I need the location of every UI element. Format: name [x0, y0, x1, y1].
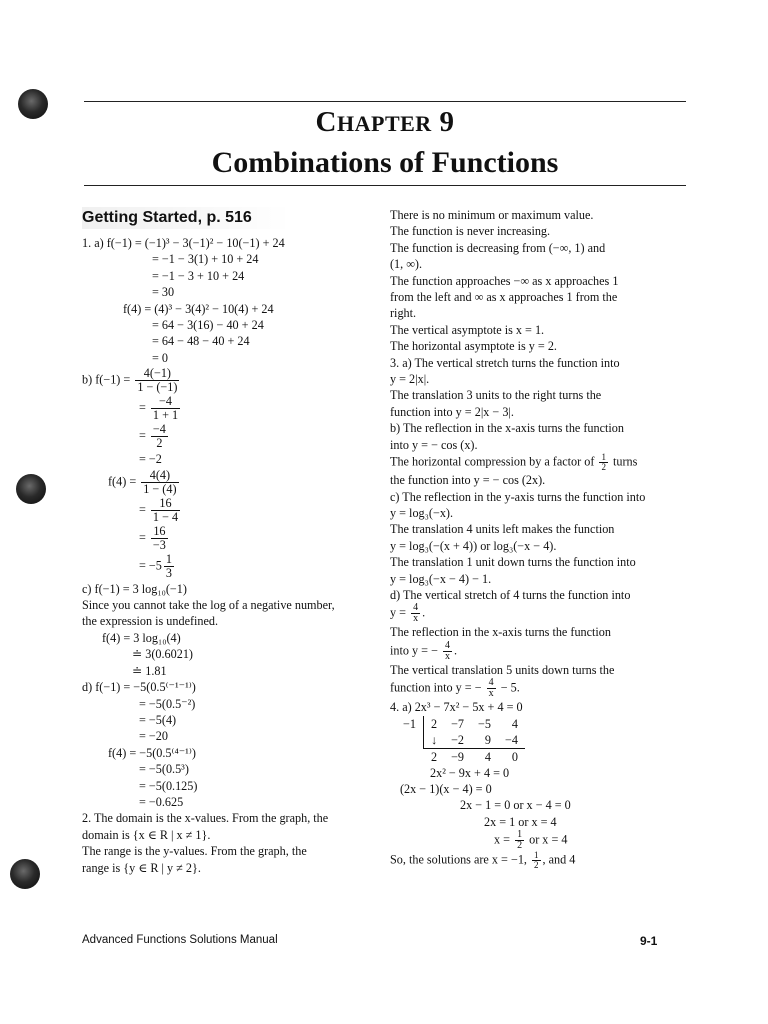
body-line: The translation 3 units to the right turns the [390, 388, 602, 403]
body-line: c) The reflection in the y-axis turns the function into [390, 489, 646, 504]
p1d-line: = −5(0.125) [139, 778, 198, 793]
body-line: y = 2|x|. [390, 372, 430, 387]
synth-cell: 4 [471, 748, 498, 765]
p1b-line: f(4) = $\frac{4(4)}{1 - (4)}$ [108, 467, 177, 496]
body-line: 2x² − 9x + 4 = 0 [430, 765, 510, 780]
p1c-line: ≐ 3(0.6021) [132, 647, 193, 662]
p1b-line: = $\frac{16}{-3}$ [139, 523, 166, 552]
fraction: $\frac{-4}{2}$ [152, 422, 166, 451]
p1c-line: the expression is undefined. [82, 614, 219, 629]
footer-page-number: 9-1 [640, 934, 658, 948]
synth-blank [396, 748, 423, 765]
body-line: The translation 4 units left makes the function [390, 522, 615, 537]
right-column [390, 207, 688, 870]
synth-cell: ↓ [430, 732, 438, 747]
body-line: The reflection in the x-axis turns the function [390, 625, 611, 640]
body-line: The vertical translation 5 units down turns the [390, 662, 615, 677]
body-line: The translation 1 unit down turns the function into [390, 555, 636, 570]
p1b-line: = −5 $\frac{1}{3}$ [139, 551, 172, 580]
p1a-line: 1. a) f(−1) = (−1)³ − 3(−1)² − 10(−1) + 24 [82, 236, 285, 250]
synth-divider [396, 732, 423, 749]
p1a-line: = 30 [152, 285, 175, 300]
p1d-line: = −0.625 [139, 794, 184, 809]
synth-cell: 4 [511, 716, 518, 731]
fraction: $\frac{1}{2}$ [534, 850, 539, 871]
chapter-title: Combinations of Functions [211, 146, 559, 179]
p1c-line: ≐ 1.81 [132, 663, 167, 678]
fraction: $\frac{16}{-3}$ [152, 523, 166, 552]
body-line: from the left and ∞ as x approaches 1 from the [390, 290, 618, 305]
body-line: 2x − 1 = 0 or x − 4 = 0 [460, 798, 571, 813]
binder-hole-top [18, 89, 48, 119]
body-line: So, the solutions are x = −1, $\frac{1}{2}$ , and 4 [390, 850, 576, 871]
body-line: into y = − cos (x). [390, 437, 478, 452]
body-line: The horizontal compression by a factor of $\frac{1}{2}$ turns [390, 452, 638, 473]
body-line: the function into y = − cos (2x). [390, 473, 546, 488]
body-line: y = log₃(−x). [390, 505, 454, 520]
footer-manual-title: Advanced Functions Solutions Manual [82, 934, 278, 946]
header-bottom-rule [84, 185, 686, 186]
synth-divisor: −1 [396, 716, 423, 732]
synth-cell: 9 [484, 732, 491, 747]
body-line: The vertical asymptote is x = 1. [390, 322, 545, 337]
header-top-rule [84, 101, 686, 102]
left-column [82, 207, 377, 876]
binder-hole-bottom [10, 859, 40, 889]
p1a-line: = 0 [152, 350, 169, 365]
fraction: $\frac{16}{1 - 4}$ [152, 495, 179, 524]
fraction: $\frac{-4}{1 + 1}$ [152, 394, 179, 423]
body-line: There is no minimum or maximum value. [390, 208, 594, 222]
p1d-line: = −5(0.5⁻²) [139, 696, 196, 711]
p1a-line: = −1 − 3 + 10 + 24 [152, 268, 245, 283]
p1c-line: Since you cannot take the log of a negative number, [82, 598, 335, 613]
body-line: function into y = − $\frac{4}{x}$ − 5. [390, 677, 520, 700]
synth-cell: 2 [430, 716, 438, 731]
body-line: (1, ∞). [390, 257, 423, 272]
fraction: $\frac{4(-1)}{1 - (-1)}$ [137, 366, 178, 395]
body-line: y = log₃(−(x + 4)) or log₃(−x − 4). [390, 538, 557, 553]
body-line: right. [390, 306, 417, 321]
body-line: The function approaches −∞ as x approaches 1 [390, 273, 619, 288]
p1d-line: f(4) = −5(0.5⁽⁴⁻¹⁾) [108, 745, 196, 760]
p1b-line: = $\frac{-4}{1 + 1}$ [139, 394, 179, 423]
p1c-line: c) f(−1) = 3 log₁₀(−1) [82, 581, 187, 596]
fraction: $\frac{1}{2}$ [517, 829, 523, 852]
p1d-line: = −5(4) [139, 712, 177, 727]
p2-line: domain is {x ∈ R | x ≠ 1}. [82, 827, 211, 842]
body-line: The function is never increasing. [390, 224, 551, 239]
synth-cell: 0 [498, 748, 525, 765]
p1d-line: = −5(0.5³) [139, 762, 189, 777]
synth-cell: −5 [478, 716, 491, 731]
body-line: 3. a) The vertical stretch turns the function into [390, 355, 620, 370]
body-line: The function is decreasing from (−∞, 1) and [390, 240, 606, 255]
fraction: $\frac{4}{x}$ [445, 639, 450, 662]
binder-hole-middle [16, 474, 46, 504]
body-line: y = $\frac{4}{x}$ . [390, 602, 426, 625]
synth-cell: −4 [505, 732, 518, 747]
body-line: 4. a) 2x³ − 7x² − 5x + 4 = 0 [390, 700, 523, 715]
p1a-line: = 64 − 3(16) − 40 + 24 [152, 318, 264, 333]
body-line: function into y = 2|x − 3|. [390, 404, 514, 419]
synth-cell: −2 [451, 732, 465, 747]
p1a-line: = −1 − 3(1) + 10 + 24 [152, 252, 259, 267]
body-line: y = log₃(−x − 4) − 1. [390, 571, 492, 586]
fraction: $\frac{4}{x}$ [488, 677, 494, 700]
fraction: $\frac{4(4)}{1 - (4)}$ [143, 467, 177, 496]
fraction: $\frac{1}{3}$ [165, 551, 172, 580]
synthetic-division [396, 716, 688, 765]
p2-line: 2. The domain is the x-values. From the graph, the [82, 811, 329, 826]
fraction: $\frac{1}{2}$ [601, 452, 606, 473]
chapter-label: CHAPTER 9 [315, 106, 455, 138]
synth-cell: −9 [444, 748, 471, 765]
body-line: The horizontal asymptote is y = 2. [390, 339, 557, 354]
p2-line: range is {y ∈ R | y ≠ 2}. [82, 860, 201, 875]
p2-line: The range is the y-values. From the graph, the [82, 844, 307, 859]
p1b-line: b) f(−1) = $\frac{4(-1)}{1 - (-1)}$ [82, 366, 178, 395]
body-line: b) The reflection in the x-axis turns the function [390, 421, 624, 436]
p1a-line: = 64 − 48 − 40 + 24 [152, 334, 250, 349]
body-line: 2x = 1 or x = 4 [484, 814, 557, 829]
p1c-line: f(4) = 3 log₁₀(4) [102, 630, 181, 645]
body-line: x = $\frac{1}{2}$ or x = 4 [494, 829, 568, 852]
synth-cell: 2 [423, 748, 444, 765]
p1d-line: d) f(−1) = −5(0.5⁽⁻¹⁻¹⁾) [82, 680, 196, 695]
p1b-line: = $\frac{16}{1 - 4}$ [139, 495, 179, 524]
p1d-line: = −20 [139, 729, 168, 744]
section-heading: Getting Started, p. 516 [82, 207, 292, 229]
p1b-line: = $\frac{-4}{2}$ [139, 422, 166, 451]
body-line: d) The vertical stretch of 4 turns the function into [390, 587, 631, 602]
body-line: (2x − 1)(x − 4) = 0 [400, 781, 492, 796]
p1a-line: f(4) = (4)³ − 3(4)² − 10(4) + 24 [123, 301, 274, 316]
fraction: $\frac{4}{x}$ [413, 602, 419, 625]
body-line: into y = − $\frac{4}{x}$ . [390, 639, 458, 662]
p1b-line: = −2 [139, 452, 162, 467]
synth-cell: −7 [451, 716, 465, 731]
